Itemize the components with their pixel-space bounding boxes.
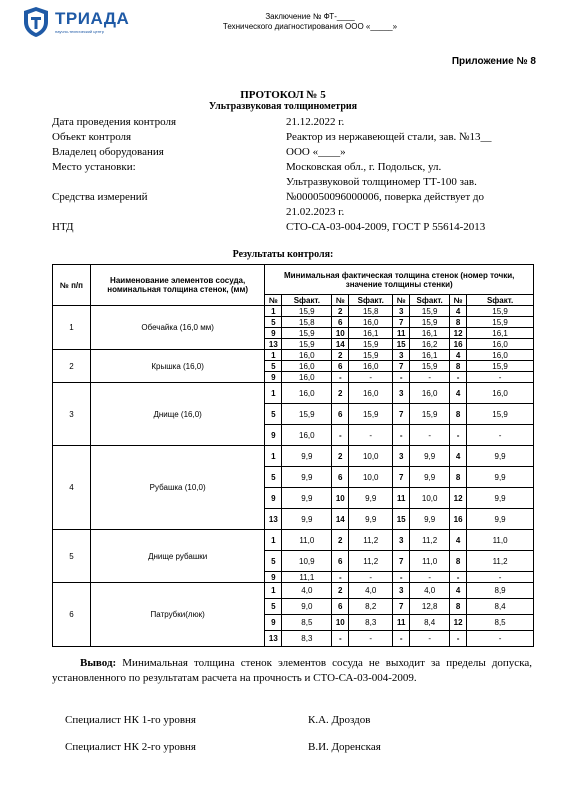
element-number: 5 [53,530,91,583]
triada-shield-icon [22,6,50,38]
protocol-subtitle: Ультразвуковая толщинометрия [208,101,358,112]
point-number: 8 [450,551,467,572]
point-number: 10 [332,328,349,339]
thickness-value: 9,9 [282,446,332,467]
thickness-value: 8,3 [282,631,332,647]
point-number: 3 [393,446,410,467]
info-value: СТО-СА-03-004-2009, ГОСТ Р 55614-2013 [286,221,486,233]
table-row [53,583,534,599]
thickness-value: 9,0 [282,599,332,615]
point-number: 2 [332,446,349,467]
point-number: 5 [265,467,282,488]
point-number: 7 [393,361,410,372]
point-number: 6 [332,599,349,615]
thickness-value: 8,3 [349,615,393,631]
thickness-value: 8,2 [349,599,393,615]
point-number: 9 [265,328,282,339]
results-title: Результаты контроля: [232,249,334,260]
protocol-title: ПРОТОКОЛ № 5 [240,89,326,101]
thickness-value: 9,9 [467,509,534,530]
point-number: 11 [393,615,410,631]
thickness-value: 9,9 [349,509,393,530]
point-number: 13 [265,631,282,647]
point-number: - [450,372,467,383]
thickness-value: - [410,425,450,446]
point-number: 13 [265,339,282,350]
point-number: 1 [265,530,282,551]
element-name: Рубашка (10,0) [90,446,265,530]
thickness-value: 9,9 [410,467,450,488]
signature-row [65,714,371,726]
thickness-value: 8,5 [467,615,534,631]
thickness-value: 15,9 [349,404,393,425]
point-number: 16 [450,509,467,530]
thickness-value: 15,9 [282,306,332,317]
point-number: 5 [265,551,282,572]
point-number: 7 [393,599,410,615]
thickness-value: 9,9 [410,446,450,467]
signature-name: К.А. Дроздов [308,714,371,726]
point-number: 16 [450,339,467,350]
point-number: 7 [393,404,410,425]
conclusion-label: Вывод: [80,657,117,669]
subheader-s: Sфакт. [282,295,332,306]
thickness-value: 15,9 [282,339,332,350]
point-number: 8 [450,317,467,328]
point-number: 2 [332,383,349,404]
thickness-value: 16,0 [467,339,534,350]
appendix-label: Приложение № 8 [451,56,536,67]
thickness-value: - [467,572,534,583]
point-number: 2 [332,530,349,551]
point-number: - [332,372,349,383]
point-number: 2 [332,306,349,317]
thickness-value: 16,0 [349,317,393,328]
point-number: 8 [450,404,467,425]
thickness-value: 8,4 [410,615,450,631]
thickness-value: - [410,572,450,583]
info-key: Владелец оборудования [52,146,164,158]
info-value: 21.02.2023 г. [286,206,345,218]
info-value: №000050096000006, поверка действует до [286,191,484,203]
thickness-value: 15,9 [410,306,450,317]
point-number: - [450,631,467,647]
point-number: 5 [265,317,282,328]
info-key [52,175,286,190]
thickness-value: 9,9 [282,467,332,488]
element-number: 3 [53,383,91,446]
thickness-value: 16,1 [410,328,450,339]
point-number: 1 [265,350,282,361]
thickness-value: 11,0 [282,530,332,551]
point-number: 4 [450,383,467,404]
logo-subtitle: научно-технический центр [55,29,104,34]
info-row [52,190,532,205]
table-row [53,350,534,361]
point-number: 12 [450,488,467,509]
info-key: НТД [52,221,74,233]
point-number: 8 [450,599,467,615]
info-row [52,175,532,190]
thickness-value: 16,0 [467,383,534,404]
info-key: Средства измерений [52,191,148,203]
point-number: 10 [332,488,349,509]
point-number: 6 [332,317,349,328]
thickness-value: 15,9 [467,306,534,317]
thickness-value: - [467,372,534,383]
point-number: 5 [265,599,282,615]
thickness-value: 15,9 [467,404,534,425]
info-value: 21.12.2022 г. [286,116,345,128]
point-number: 4 [450,306,467,317]
thickness-value: 8,5 [282,615,332,631]
company-logo [22,6,132,40]
thickness-value: 16,0 [282,383,332,404]
element-number: 2 [53,350,91,383]
point-number: 8 [450,361,467,372]
conclusion [52,656,532,686]
subheader-no: № [450,295,467,306]
thickness-value: - [349,631,393,647]
thickness-value: 15,9 [282,404,332,425]
thickness-value: 11,2 [349,530,393,551]
logo-name: ТРИАДА [55,9,130,28]
info-key: Дата проведения контроля [52,116,177,128]
point-number: - [332,425,349,446]
point-number: 3 [393,350,410,361]
thickness-value: 8,4 [467,599,534,615]
point-number: 1 [265,306,282,317]
element-name: Крышка (16,0) [90,350,265,383]
info-value: ООО «____» [286,146,346,158]
point-number: 6 [332,467,349,488]
thickness-value: 16,0 [282,361,332,372]
point-number: - [393,425,410,446]
info-row [52,130,532,145]
point-number: - [393,631,410,647]
thickness-value: 15,8 [349,306,393,317]
point-number: 5 [265,361,282,372]
header-element-name: Наименование элементов сосуда, номинальная толщина стенок, (мм) [90,265,265,306]
point-number: 4 [450,446,467,467]
signature-role: Специалист НК 2-го уровня [65,741,196,753]
point-number: - [332,572,349,583]
thickness-value: 11,2 [410,530,450,551]
point-number: - [332,631,349,647]
thickness-value: 9,9 [467,488,534,509]
point-number: - [450,425,467,446]
point-number: 5 [265,404,282,425]
thickness-value: 9,9 [282,509,332,530]
point-number: 15 [393,509,410,530]
table-row [53,446,534,467]
thickness-value: 9,9 [410,509,450,530]
thickness-value: 4,0 [282,583,332,599]
thickness-value: 11,0 [410,551,450,572]
thickness-value: 15,9 [467,361,534,372]
signature-name: В.И. Доренская [308,741,381,753]
thickness-value: - [467,631,534,647]
thickness-value: - [410,372,450,383]
thickness-value: 15,9 [410,317,450,328]
subheader-no: № [265,295,282,306]
point-number: 8 [450,467,467,488]
point-number: 13 [265,509,282,530]
point-number: 2 [332,583,349,599]
thickness-value: 15,9 [467,317,534,328]
thickness-value: 8,9 [467,583,534,599]
thickness-value: - [349,425,393,446]
point-number: - [393,572,410,583]
info-value: Московская обл., г. Подольск, ул. [286,161,442,173]
header-num: № п/п [53,265,91,306]
thickness-value: 9,9 [282,488,332,509]
point-number: 4 [450,530,467,551]
header-line-1: Заключение № ФТ-____ [265,12,355,21]
point-number: 3 [393,530,410,551]
point-number: 9 [265,572,282,583]
results-table [52,264,534,647]
thickness-value: 11,2 [349,551,393,572]
thickness-value: 16,0 [410,383,450,404]
table-row [53,306,534,317]
point-number: - [450,572,467,583]
thickness-value: 16,1 [467,328,534,339]
thickness-value: 16,0 [349,383,393,404]
point-number: 3 [393,583,410,599]
element-name: Обечайка (16,0 мм) [90,306,265,350]
subheader-s: Sфакт. [410,295,450,306]
signature-role: Специалист НК 1-го уровня [65,714,196,726]
table-row [53,383,534,404]
thickness-value: 4,0 [349,583,393,599]
thickness-value: 9,9 [467,446,534,467]
thickness-value: 15,9 [349,339,393,350]
thickness-value: 10,0 [410,488,450,509]
element-number: 1 [53,306,91,350]
info-row [52,160,532,175]
point-number: 6 [332,404,349,425]
element-name: Днище рубашки [90,530,265,583]
thickness-value: 15,9 [349,350,393,361]
element-name: Днище (16,0) [90,383,265,446]
element-number: 4 [53,446,91,530]
thickness-value: 16,0 [349,361,393,372]
header-line-2: Технического диагностирования ООО «_____» [222,22,398,31]
thickness-value: - [410,631,450,647]
subheader-s: Sфакт. [467,295,534,306]
point-number: 4 [450,583,467,599]
protocol-info [52,115,532,235]
point-number: 4 [450,350,467,361]
thickness-value: 12,8 [410,599,450,615]
thickness-value: - [349,372,393,383]
point-number: 10 [332,615,349,631]
thickness-value: 16,0 [282,372,332,383]
thickness-value: 15,8 [282,317,332,328]
point-number: 9 [265,488,282,509]
thickness-value: 10,0 [349,446,393,467]
thickness-value: 15,9 [282,328,332,339]
point-number: 11 [393,488,410,509]
info-value: Реактор из нержавеющей стали, зав. №13__ [286,131,492,143]
thickness-value: 4,0 [410,583,450,599]
thickness-value: 16,0 [282,425,332,446]
point-number: 9 [265,615,282,631]
thickness-value: 10,0 [349,467,393,488]
thickness-value: - [349,572,393,583]
info-row [52,220,532,235]
thickness-value: 16,1 [349,328,393,339]
info-key [52,205,286,220]
point-number: 3 [393,306,410,317]
point-number: 1 [265,446,282,467]
thickness-value: 16,2 [410,339,450,350]
point-number: 6 [332,551,349,572]
thickness-value: 10,9 [282,551,332,572]
thickness-value: 9,9 [349,488,393,509]
conclusion-text: Минимальная толщина стенок элементов сосуда не выходит за пределы допуска, установленного по результатам расчета на прочность и СТО-СА-03-004-2009. [52,657,532,684]
point-number: 3 [393,383,410,404]
thickness-value: 11,0 [467,530,534,551]
point-number: 15 [393,339,410,350]
point-number: - [393,372,410,383]
point-number: 14 [332,509,349,530]
element-number: 6 [53,583,91,647]
subheader-no: № [393,295,410,306]
thickness-value: 9,9 [467,467,534,488]
info-row [52,205,532,220]
point-number: 12 [450,328,467,339]
point-number: 14 [332,339,349,350]
table-row [53,530,534,551]
thickness-value: 15,9 [410,404,450,425]
thickness-value: 16,0 [282,350,332,361]
point-number: 1 [265,383,282,404]
point-number: 7 [393,317,410,328]
info-value: Ультразвуковой толщиномер ТТ-100 зав. [286,176,477,188]
thickness-value: 16,0 [467,350,534,361]
info-key: Место установки: [52,161,136,173]
point-number: 9 [265,372,282,383]
point-number: 7 [393,551,410,572]
header-min-thickness: Минимальная фактическая толщина стенок (номер точки, значение толщины стенки) [265,265,534,295]
thickness-value: - [467,425,534,446]
element-name: Патрубки(люк) [90,583,265,647]
info-key: Объект контроля [52,131,132,143]
thickness-value: 11,2 [467,551,534,572]
point-number: 11 [393,328,410,339]
thickness-value: 11,1 [282,572,332,583]
info-row [52,145,532,160]
subheader-s: Sфакт. [349,295,393,306]
point-number: 9 [265,425,282,446]
signature-row [65,741,381,753]
info-row [52,115,532,130]
thickness-value: 15,9 [410,361,450,372]
point-number: 7 [393,467,410,488]
subheader-no: № [332,295,349,306]
point-number: 12 [450,615,467,631]
point-number: 6 [332,361,349,372]
thickness-value: 16,1 [410,350,450,361]
point-number: 2 [332,350,349,361]
point-number: 1 [265,583,282,599]
